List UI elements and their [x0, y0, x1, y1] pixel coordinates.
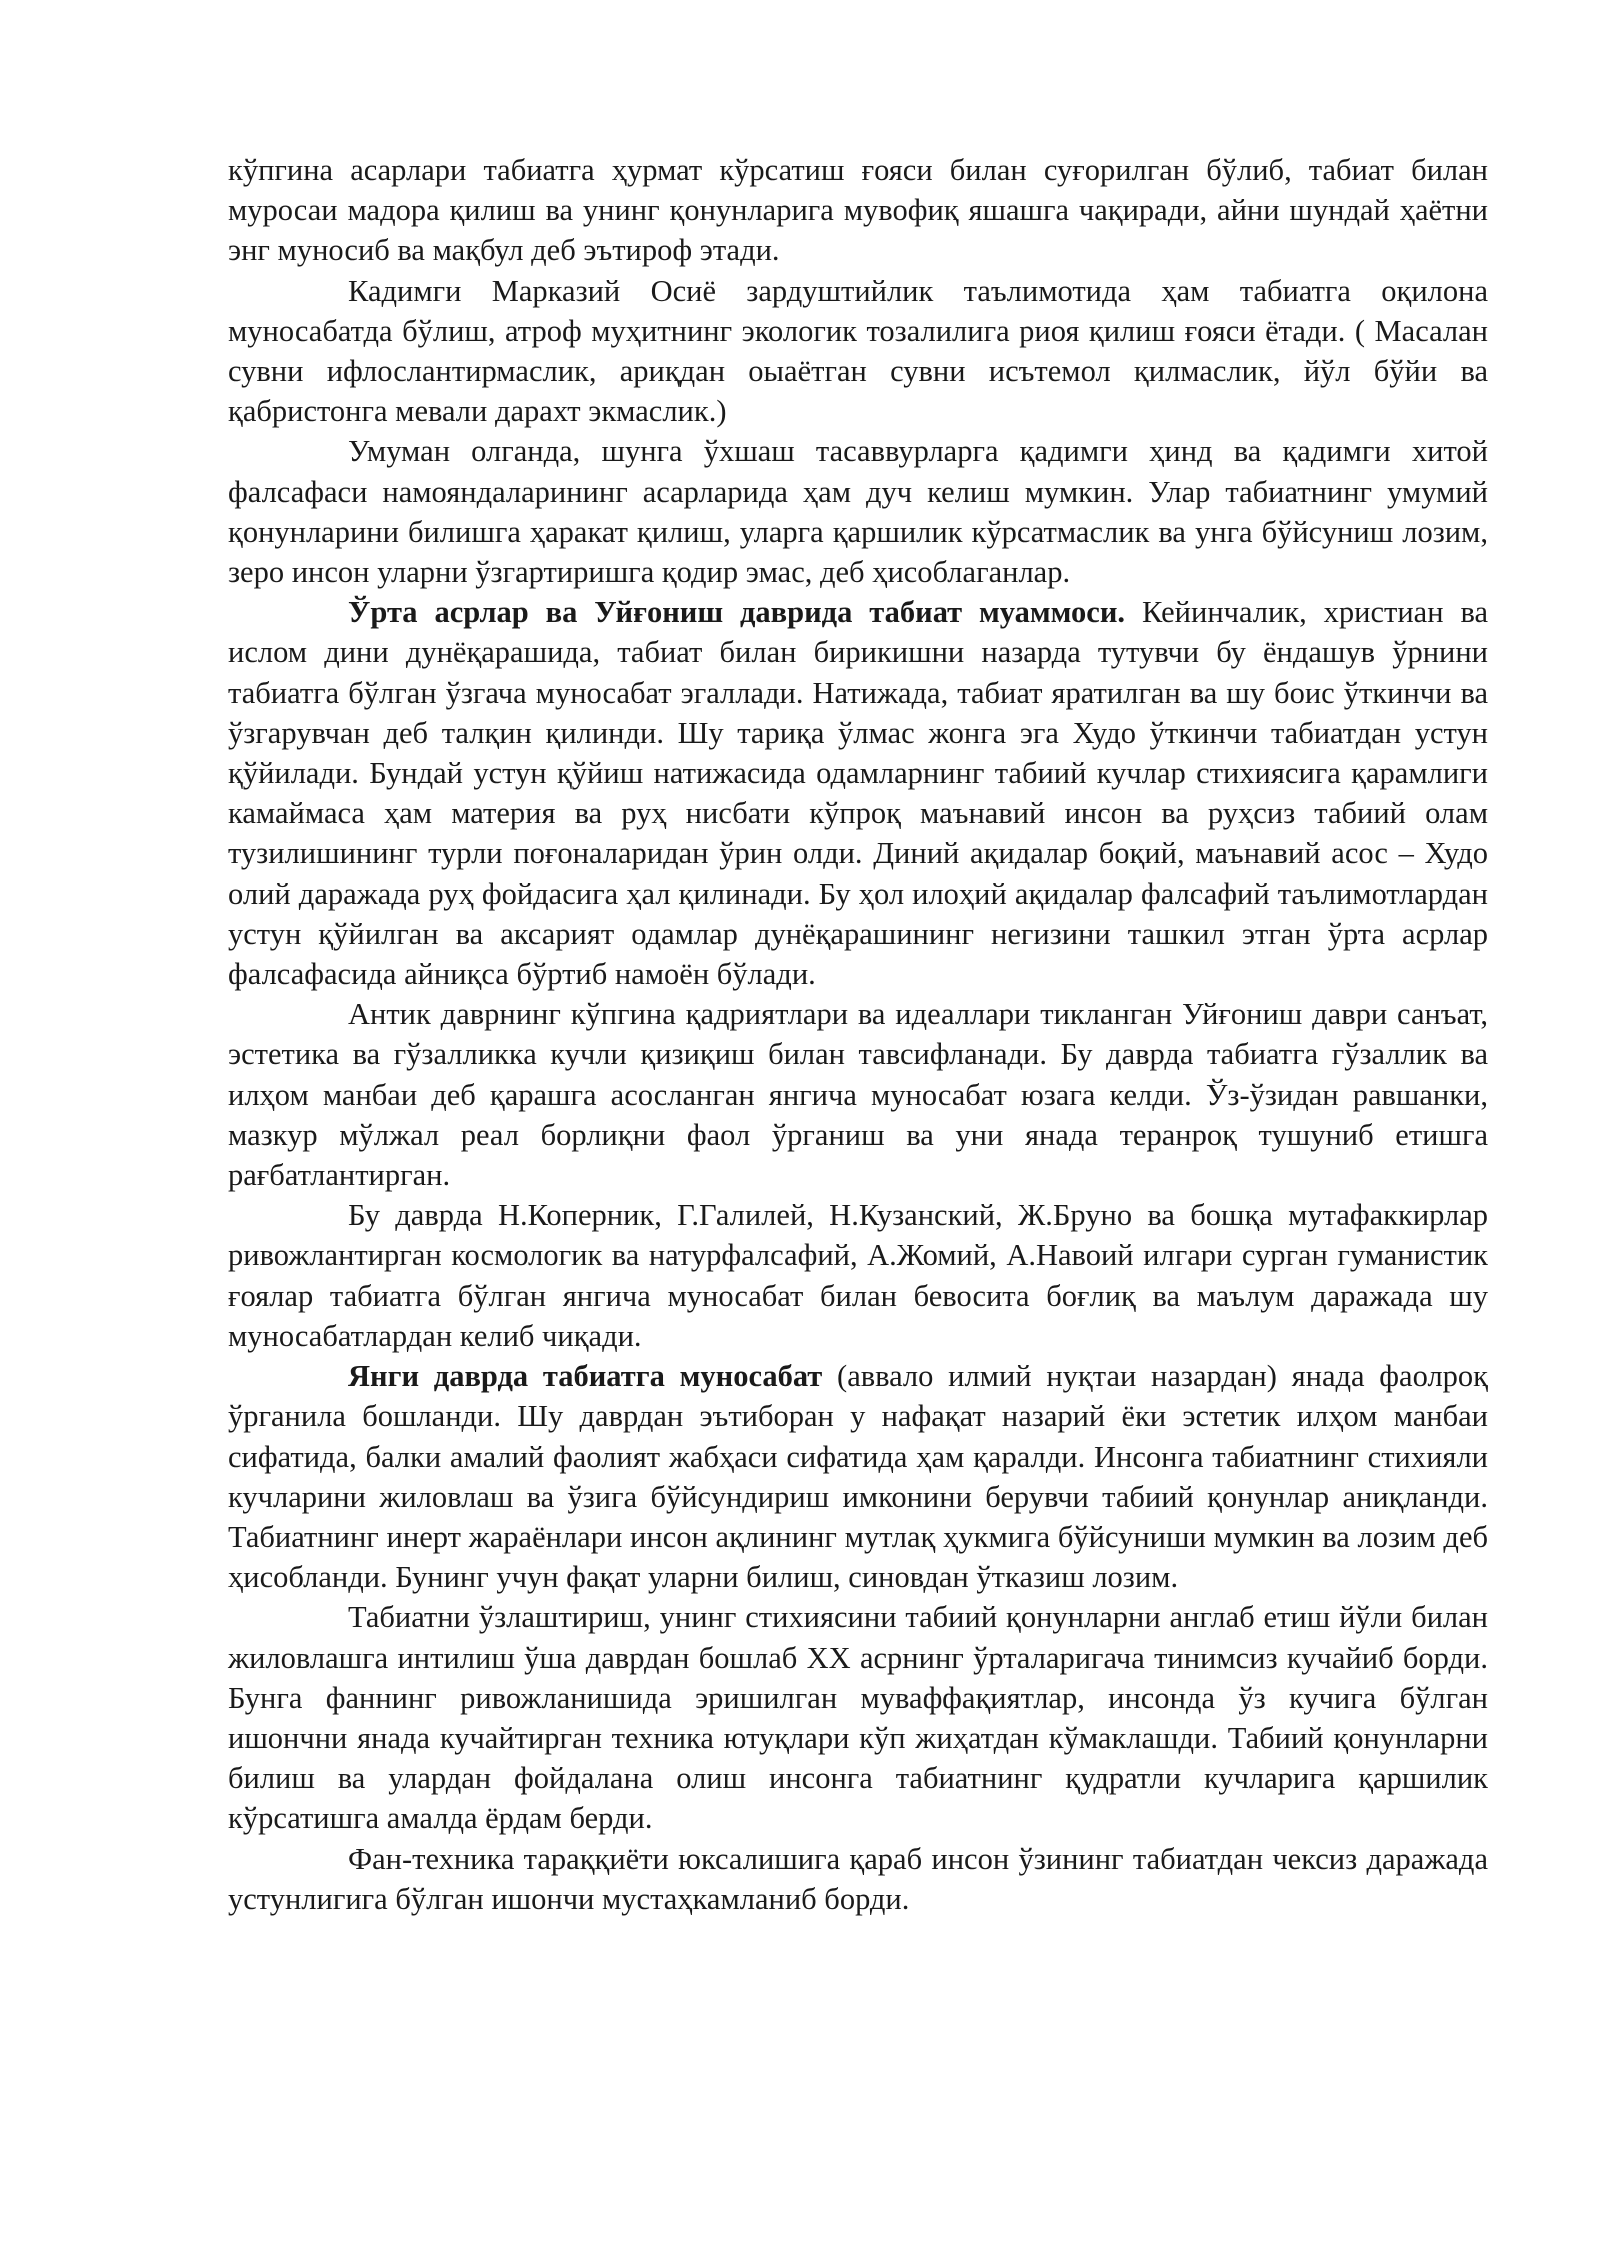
section-heading-new-era: Янги даврда табиатга муносабат — [348, 1359, 823, 1394]
paragraph-9 — [228, 1839, 1488, 1919]
paragraph-8 — [228, 1597, 1488, 1838]
paragraph-8-text: Табиатни ўзлаштириш, унинг стихиясини табиий қонунларни англаб етиш йўли билан жиловлашга интилиш ўша даврдан бошлаб XX асрнинг ўрталаригача тинимсиз кучайиб борди. Бунга фаннинг ривожланишида эришилган муваффақиятлар, инсонда ўз кучига бўлган ишончни янада кучайтирган техника ютуқлари кўп жиҳатдан кўмаклашди. Табиий қонунларни билиш ва улардан фойдалана олиш инсонга табиатнинг қудратли кучларига қаршилик кўрсатишга амалда ёрдам берди. — [228, 1600, 1488, 1836]
section-heading-middle-ages: Ўрта асрлар ва Уйғониш даврида табиат муаммоси. — [348, 595, 1126, 630]
paragraph-5 — [228, 994, 1488, 1195]
paragraph-1 — [228, 150, 1488, 271]
paragraph-2-text: Кадимги Марказий Осиё зардуштийлик таълимотида ҳам табиатга оқилона муносабатда бўлиш, атроф муҳитнинг экологик тозалилига риоя қилиш ғояси ётади. ( Масалан сувни ифлослантирмаслик, ариқдан оыаётган сувни исътемол қилмаслик, йўл бўйи ва қабристонга мевали дарахт экмаслик.) — [228, 273, 1488, 429]
paragraph-3 — [228, 431, 1488, 592]
paragraph-1-text: кўпгина асарлари табиатга ҳурмат кўрсатиш ғояси билан суғорилган бўлиб, табиат билан муросаи мадора қилиш ва унинг қонунларига мувофиқ яшашга чақиради, айни шундай ҳаётни энг муносиб ва мақбул деб эътироф этади. — [228, 153, 1488, 268]
paragraph-4-text: Кейинчалик, христиан ва ислом дини дунёқарашида, табиат билан бирикишни назарда тутувчи бу ёндашув ўрнини табиатга бўлган ўзгача муносабат эгаллади. Натижада, табиат яратилган ва шу боис ўткинчи ва ўзгарувчан деб талқин қилинди. Шу тариқа ўлмас жонга эга Худо ўткинчи табиатдан устун қўйилади. Бундай устун қўйиш натижасида одамларнинг табиий кучлар стихиясига қарамлиги камаймаса ҳам материя ва руҳ нисбати кўпроқ маънавий инсон ва руҳсиз табиий олам тузилишининг турли поғоналаридан ўрин олди. Диний ақидалар боқий, маънавий асос – Худо олий даражада руҳ фойдасига ҳал қилинади. Бу ҳол илоҳий ақидалар фалсафий таълимотлардан устун қўйилган ва аксарият одамлар дунёқарашининг негизини ташкил этган ўрта асрлар фалсафасида айниқса бўртиб намоён бўлади. — [228, 595, 1488, 992]
paragraph-7-text: (аввало илмий нуқтаи назардан) янада фаолроқ ўрганила бошланди. Шу даврдан эътиборан у нафақат назарий ёки эстетик илҳом манбаи сифатида, балки амалий фаолият жабҳаси сифатида ҳам қаралди. Инсонга табиатнинг стихияли кучларини жиловлаш ва ўзига бўйсундириш имконини берувчи табиий қонунлар аниқланди. Табиатнинг инерт жараёнлари инсон ақлининг мутлақ ҳукмига бўйсуниши мумкин ва лозим деб ҳисобланди. Бунинг учун фақат уларни билиш, синовдан ўтказиш лозим. — [228, 1359, 1488, 1595]
paragraph-6 — [228, 1195, 1488, 1356]
paragraph-4 — [228, 592, 1488, 994]
paragraph-7 — [228, 1356, 1488, 1597]
paragraph-2 — [228, 271, 1488, 432]
document-page — [228, 150, 1488, 1919]
paragraph-9-text: Фан-техника тараққиёти юксалишига қараб инсон ўзининг табиатдан чексиз даражада устунлигига бўлган ишончи мустаҳкамланиб борди. — [228, 1841, 1488, 1916]
paragraph-6-text: Бу даврда Н.Коперник, Г.Галилей, Н.Кузанский, Ж.Бруно ва бошқа мутафаккирлар ривожлантирган космологик ва натурфалсафий, А.Жомий, А.Навоий илгари сурган гуманистик ғоялар табиатга бўлган янгича муносабат билан бевосита боғлиқ ва маълум даражада шу муносабатлардан келиб чиқади. — [228, 1198, 1488, 1353]
paragraph-5-text: Антик даврнинг кўпгина қадриятлари ва идеаллари тикланган Уйғониш даври санъат, эстетика ва гўзалликка кучли қизиқиш билан тавсифланади. Бу даврда табиатга гўзаллик ва илҳом манбаи деб қарашга асосланган янгича муносабат юзага келди. Ўз-ўзидан равшанки, мазкур мўлжал реал борлиқни фаол ўрганиш ва уни янада теранроқ тушуниб етишга рағбатлантирган. — [228, 997, 1488, 1193]
paragraph-3-text: Умуман олганда, шунга ўхшаш тасаввурларга қадимги ҳинд ва қадимги хитой фалсафаси намояндаларининг асарларида ҳам дуч келиш мумкин. Улар табиатнинг умумий қонунларини билишга ҳаракат қилиш, уларга қаршилик кўрсатмаслик ва унга бўйсуниш лозим, зеро инсон уларни ўзгартиришга қодир эмас, деб ҳисоблаганлар. — [228, 434, 1488, 590]
